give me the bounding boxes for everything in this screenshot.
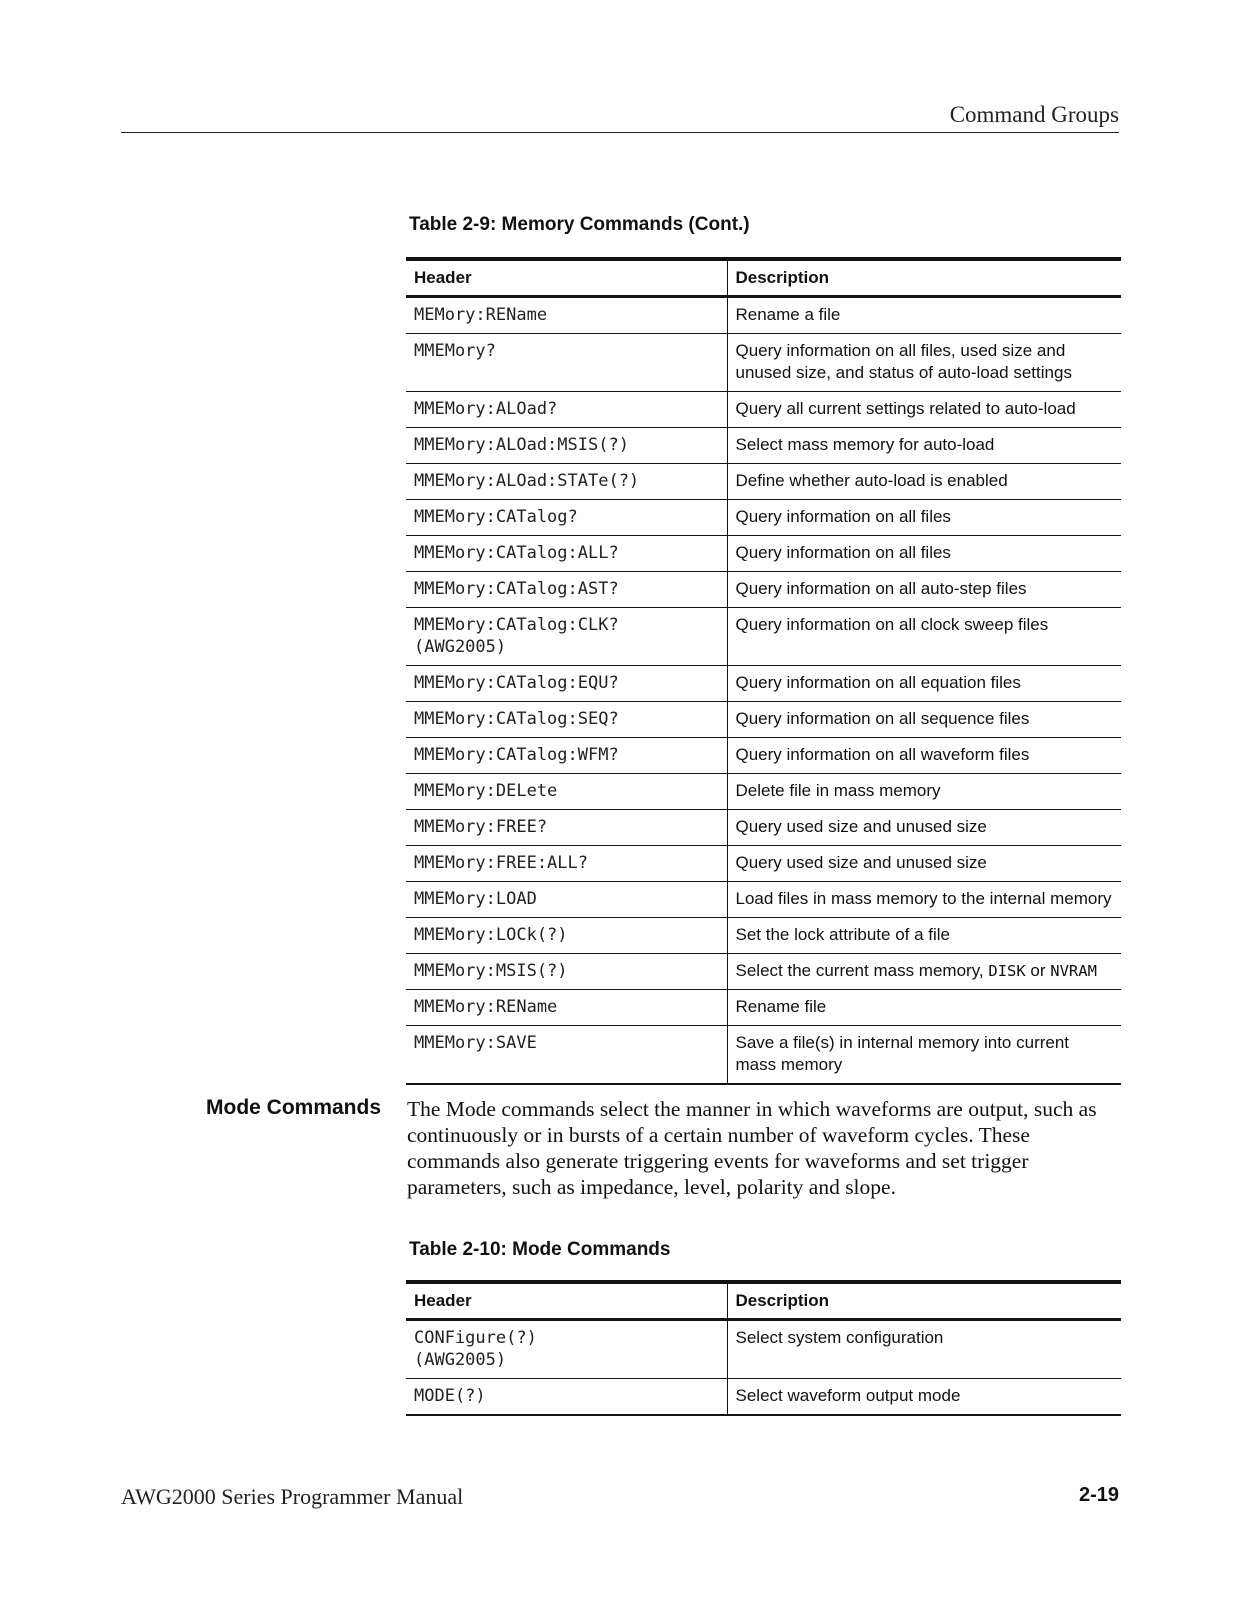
table-row [406, 297, 1121, 334]
command-header: MMEMory:CATalog:EQU? [406, 666, 727, 702]
nvram-keyword: NVRAM [1050, 962, 1097, 980]
command-header: MMEMory:LOCk(?) [406, 918, 727, 954]
command-description: Save a file(s) in internal memory into current mass memory [727, 1026, 1121, 1085]
table-row [406, 572, 1121, 608]
command-header: MMEMory:CATalog:CLK? (AWG2005) [406, 608, 727, 666]
command-header: MMEMory:DELete [406, 774, 727, 810]
table-row [406, 1026, 1121, 1085]
command-description: Query all current settings related to auto-load [727, 392, 1121, 428]
command-description: Query information on all equation files [727, 666, 1121, 702]
description-text: or [1025, 961, 1051, 980]
command-header: MMEMory:ALOad:MSIS(?) [406, 428, 727, 464]
command-header: MMEMory:ALOad? [406, 392, 727, 428]
table-header-row [406, 259, 1121, 297]
column-header-description: Description [727, 1282, 1121, 1320]
command-header: MMEMory:FREE? [406, 810, 727, 846]
command-header: MEMory:REName [414, 305, 548, 325]
command-description: Rename a file [727, 297, 1121, 334]
footer-manual-title: AWG2000 Series Programmer Manual [121, 1484, 464, 1509]
command-header: MMEMory? [406, 334, 727, 392]
command-description: Query information on all auto-step files [727, 572, 1121, 608]
page-number: 2-19 [1078, 1484, 1119, 1506]
command-description: Select waveform output mode [727, 1379, 1121, 1416]
command-header: MMEMory:FREE:ALL? [406, 846, 727, 882]
table-row [406, 990, 1121, 1026]
command-header: CONFigure(?) (AWG2005) [414, 1328, 537, 1370]
table-row [406, 918, 1121, 954]
table-row [406, 666, 1121, 702]
column-header-description: Description [727, 259, 1121, 297]
header-rule [121, 132, 1119, 133]
command-header: MMEMory:CATalog:ALL? [406, 536, 727, 572]
command-header: MMEMory:REName [406, 990, 727, 1026]
table-row [406, 500, 1121, 536]
command-description: Load files in mass memory to the internal memory [727, 882, 1121, 918]
command-header: MMEMory:MSIS(?) [406, 954, 727, 990]
command-description: Query information on all files, used size and unused size, and status of auto-load settings [727, 334, 1121, 392]
table-caption-memory: Table 2-9: Memory Commands (Cont.) [409, 214, 750, 235]
command-header: MMEMory:CATalog:SEQ? [406, 702, 727, 738]
command-description: Set the lock attribute of a file [727, 918, 1121, 954]
table-header-row [406, 1282, 1121, 1320]
table-row [406, 464, 1121, 500]
table-row [406, 428, 1121, 464]
memory-commands-table [406, 257, 1121, 1085]
table-row [406, 882, 1121, 918]
command-description: Query used size and unused size [727, 846, 1121, 882]
mode-commands-paragraph: The Mode commands select the manner in which waveforms are output, such as continuously or in bursts of a certain number of waveform cycles. These commands also generate triggering events for waveforms and set trigger parameters, such as impedance, level, polarity and slope. [407, 1097, 1097, 1199]
command-description: Query information on all clock sweep files [727, 608, 1121, 666]
table-row [406, 702, 1121, 738]
table-caption-mode: Table 2-10: Mode Commands [409, 1239, 671, 1260]
table-row [406, 1379, 1121, 1416]
table-row [406, 392, 1121, 428]
command-header: MMEMory:ALOad:STATe(?) [406, 464, 727, 500]
mode-commands-table [406, 1280, 1121, 1416]
command-description: Query information on all files [727, 500, 1121, 536]
section-heading-mode-commands: Mode Commands [206, 1096, 382, 1119]
command-header: MMEMory:LOAD [406, 882, 727, 918]
command-header: MMEMory:CATalog:AST? [406, 572, 727, 608]
command-description: Define whether auto-load is enabled [727, 464, 1121, 500]
table-row [406, 954, 1121, 990]
table-row [406, 334, 1121, 392]
command-header: MMEMory:CATalog? [406, 500, 727, 536]
command-description: Select mass memory for auto-load [727, 428, 1121, 464]
command-description: Query information on all waveform files [727, 738, 1121, 774]
command-description [727, 954, 1121, 990]
command-header: MMEMory:CATalog:WFM? [406, 738, 727, 774]
description-text: Select the current mass memory, [735, 961, 989, 980]
table-row [406, 536, 1121, 572]
command-description: Rename file [727, 990, 1121, 1026]
column-header-header: Header [406, 259, 727, 297]
disk-keyword: DISK [988, 962, 1026, 980]
table-row [406, 608, 1121, 666]
column-header-header: Header [406, 1282, 727, 1320]
command-header: MODE(?) [406, 1379, 727, 1416]
command-description: Query used size and unused size [727, 810, 1121, 846]
running-head: Command Groups [949, 102, 1119, 127]
table-row [406, 774, 1121, 810]
table-row [406, 810, 1121, 846]
command-description: Delete file in mass memory [727, 774, 1121, 810]
command-header: MMEMory:SAVE [406, 1026, 727, 1085]
table-row [406, 738, 1121, 774]
command-description: Query information on all sequence files [727, 702, 1121, 738]
table-row [406, 1320, 1121, 1379]
command-description: Query information on all files [727, 536, 1121, 572]
table-row [406, 846, 1121, 882]
command-description: Select system configuration [727, 1320, 1121, 1379]
